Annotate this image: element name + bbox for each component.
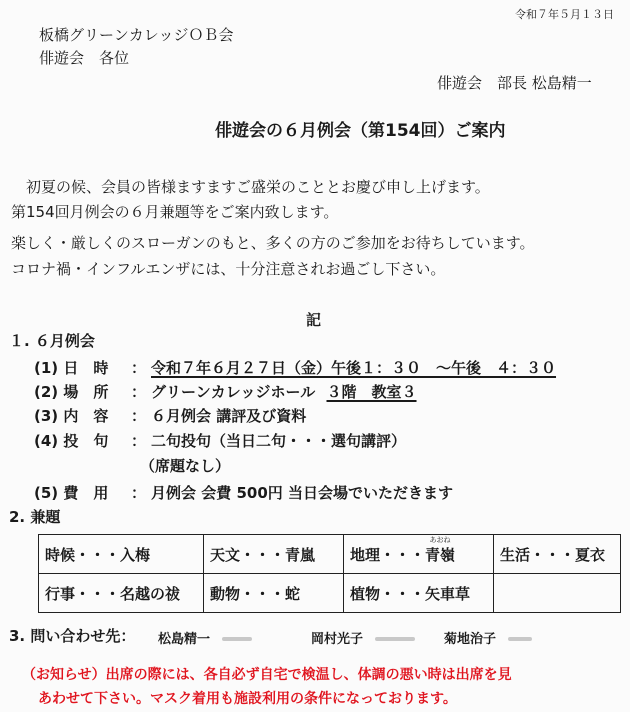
recipient-group: 俳遊会 各位 bbox=[39, 49, 130, 67]
contact-name: 岡村光子 bbox=[311, 632, 364, 647]
item-label-place: (2) 場 所 bbox=[34, 383, 109, 401]
theme-row bbox=[39, 535, 621, 574]
item-label-fee: (5) 費 用 bbox=[34, 484, 109, 502]
theme-cell: 動物・・・蛇 bbox=[204, 574, 344, 613]
intro-line: 第154回月例会の６月兼題等をご案内致します。 bbox=[11, 203, 339, 221]
item-value-place bbox=[151, 381, 417, 402]
intro-line: 初夏の候、会員の皆様ますますご盛栄のこととお慶び申し上げます。 bbox=[11, 178, 490, 196]
green-ridge-word bbox=[425, 535, 456, 565]
intro-line: 楽しく・厳しくのスローガンのもと、多くの方のご参加をお待ちしています。 bbox=[11, 234, 535, 252]
item-value-datetime: 令和７年６月２７日（金）午後１：３０ ～午後 ４：３０ bbox=[151, 359, 557, 377]
item-label-content: (3) 内 容 bbox=[34, 407, 109, 425]
notice-line: あわせて下さい。マスク着用も施設利用の条件になっております。 bbox=[38, 691, 457, 707]
item-colon: ： bbox=[131, 407, 147, 425]
intro-line: コロナ禍・インフルエンザには、十分注意されお過ごし下さい。 bbox=[11, 260, 446, 278]
recipient-organization: 板橋グリーンカレッジＯＢ会 bbox=[39, 26, 234, 44]
item-colon: ： bbox=[131, 484, 147, 502]
ki-heading: 記 bbox=[306, 311, 322, 329]
theme-cell bbox=[344, 535, 494, 574]
item-label-datetime: (1) 日 時 bbox=[34, 359, 109, 377]
section-2-heading: 2. 兼題 bbox=[9, 508, 61, 526]
sender: 俳遊会 部長 松島精一 bbox=[437, 74, 592, 92]
redacted-phone bbox=[222, 637, 252, 641]
place-room: ３階 教室３ bbox=[326, 383, 417, 401]
item-value-content: ６月例会 講評及び資料 bbox=[151, 407, 307, 425]
theme-cell: 時候・・・入梅 bbox=[39, 535, 204, 574]
green-ridge-base: 青嶺 bbox=[425, 545, 456, 564]
theme-table bbox=[38, 534, 621, 613]
theme-cell: 植物・・・矢車草 bbox=[344, 574, 494, 613]
redacted-phone bbox=[375, 637, 415, 641]
item-colon: ： bbox=[131, 432, 147, 450]
document-date: 令和７年５月１３日 bbox=[515, 8, 614, 21]
notice-line: （お知らせ）出席の際には、各自必ず自宅で検温し、体調の悪い時は出席を見 bbox=[22, 667, 512, 683]
theme-cell: 生活・・・夏衣 bbox=[494, 535, 621, 574]
item-value-submission: 二句投句（当日二句・・・選句講評） bbox=[151, 432, 407, 450]
section-3-heading: 3. 問い合わせ先： bbox=[9, 627, 136, 645]
theme-cell: 天文・・・青嵐 bbox=[204, 535, 344, 574]
item-colon: ： bbox=[131, 383, 147, 401]
theme-row bbox=[39, 574, 621, 613]
theme-cell: 行事・・・名越の祓 bbox=[39, 574, 204, 613]
theme-cell bbox=[494, 574, 621, 613]
item-value-submission-note: （席題なし） bbox=[140, 457, 231, 475]
contact-name: 松島精一 bbox=[158, 632, 211, 647]
document-title: 俳遊会の６月例会（第154回）ご案内 bbox=[215, 121, 506, 141]
item-value-fee: 月例会 会費 500円 当日会場でいただきます bbox=[151, 484, 453, 502]
theme-cell-prefix: 地理・・・ bbox=[350, 545, 426, 564]
contact-name: 菊地治子 bbox=[444, 632, 497, 647]
item-label-submission: (4) 投 句 bbox=[34, 432, 109, 450]
green-ridge-ruby: あおね bbox=[429, 535, 451, 544]
redacted-phone bbox=[508, 637, 532, 641]
place-hall: グリーンカレッジホール bbox=[151, 383, 316, 401]
item-colon: ： bbox=[131, 359, 147, 377]
section-1-heading: １. ６月例会 bbox=[9, 332, 95, 350]
